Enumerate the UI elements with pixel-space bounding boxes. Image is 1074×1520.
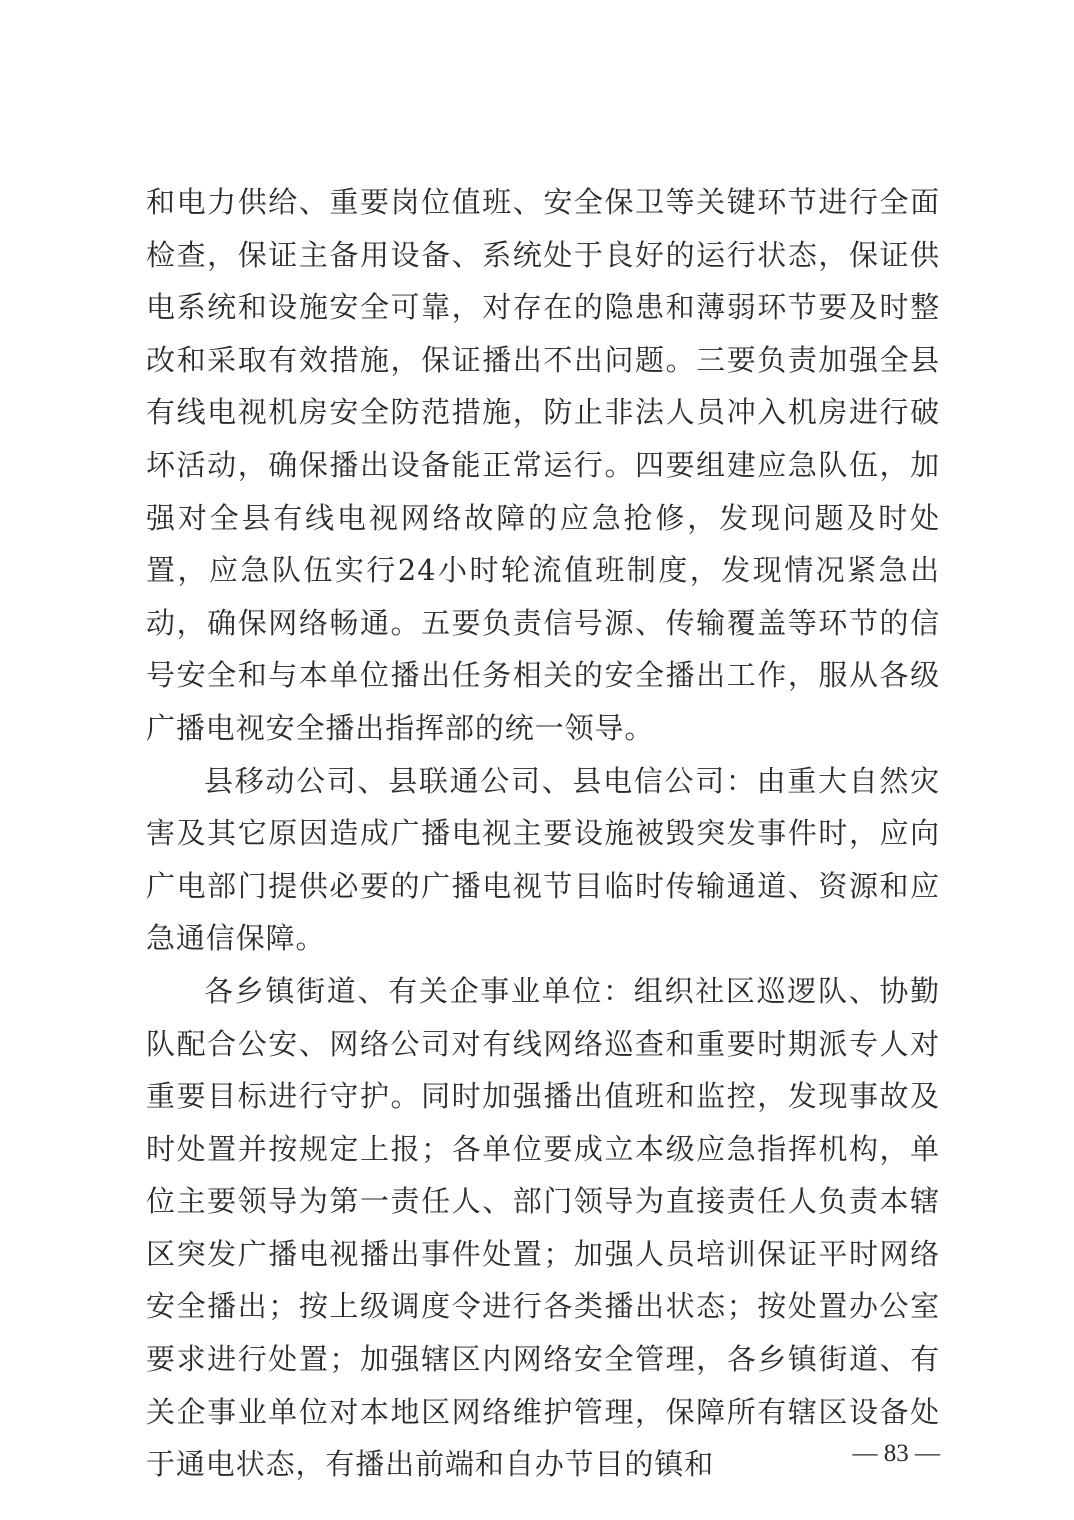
paragraph-3: 各乡镇街道、有关企事业单位：组织社区巡逻队、协勤队配合公安、网络公司对有线网络巡查和重要时期派专人对重要目标进行守护。同时加强播出值班和监控，发现事故及时处置并按规定上报；各单位要成立本级应急指挥机构，单位主要领导为第一责任人、部门领导为直接责任人负责本辖区突发广播电视播出事件处置；加强人员培训保证平时网络安全播出；按上级调度令进行各类播出状态；按处置办公室要求进行处置；加强辖区内网络安全管理，各乡镇街道、有关企事业单位对本地区网络维护管理，保障所有辖区设备处于通电状态，有播出前端和自办节目的镇和 xyxy=(146,973,940,1482)
paragraph-2: 县移动公司、县联通公司、县电信公司：由重大自然灾害及其它原因造成广播电视主要设施被毁突发事件时，应向广电部门提供必要的广播电视节目临时传输通道、资源和应急通信保障。 xyxy=(146,763,940,956)
body-text xyxy=(146,176,940,1491)
paragraph-1: 和电力供给、重要岗位值班、安全保卫等关键环节进行全面检查，保证主备用设备、系统处于良好的运行状态，保证供电系统和设施安全可靠，对存在的隐患和薄弱环节要及时整改和采取有效措施，保证播出不出问题。三要负责加强全县有线电视机房安全防范措施，防止非法人员冲入机房进行破坏活动，确保播出设备能正常运行。四要组建应急队伍，加强对全县有线电视网络故障的应急抢修，发现问题及时处置，应急队伍实行24小时轮流值班制度，发现情况紧急出动，确保网络畅通。五要负责信号源、传输覆盖等环节的信号安全和与本单位播出任务相关的安全播出工作，服从各级广播电视安全播出指挥部的统一领导。 xyxy=(146,185,940,745)
page-number: — 83 — xyxy=(852,1440,940,1467)
